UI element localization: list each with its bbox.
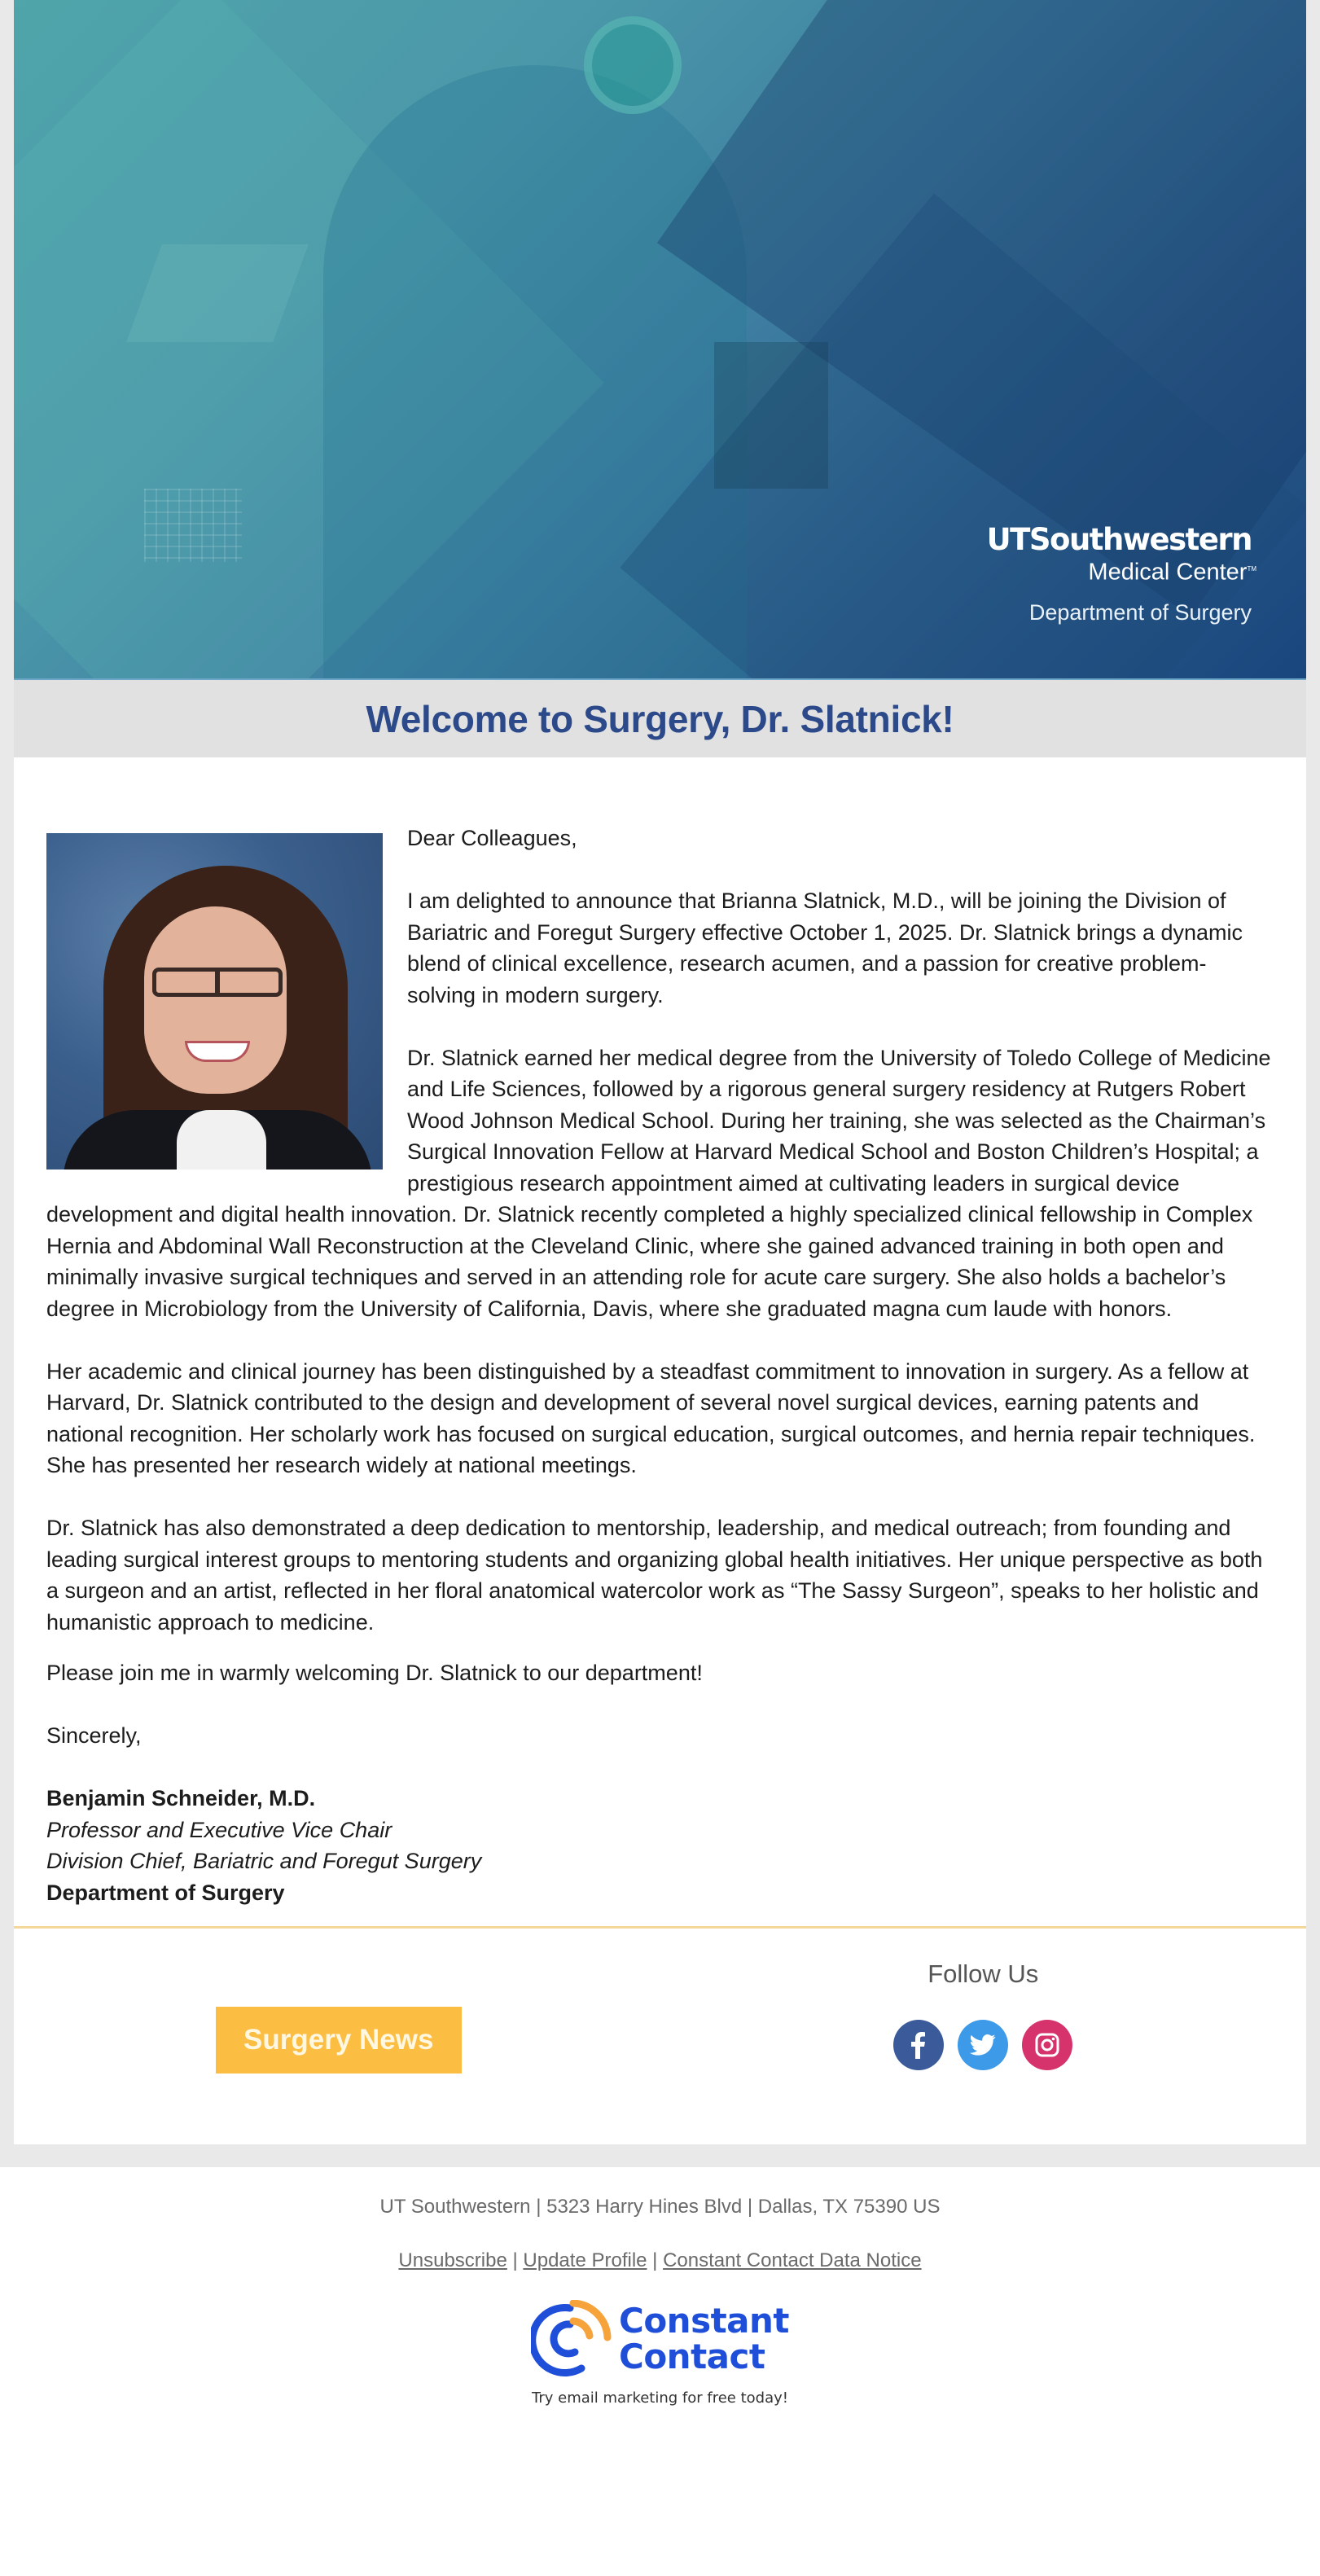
photo-shirt-shape (177, 1110, 266, 1170)
instagram-icon (1034, 2032, 1060, 2058)
page-title: Welcome to Surgery, Dr. Slatnick! (366, 697, 954, 740)
twitter-link[interactable] (958, 2020, 1008, 2070)
hero-banner (14, 0, 1306, 678)
update-profile-link[interactable]: Update Profile (523, 2249, 647, 2271)
hero-grid-pattern (144, 489, 242, 562)
paragraph-mentorship: Dr. Slatnick has also demonstrated a deep dedication to mentorship, leadership, and medical outreach; from founding and leading surgical interest groups to mentoring students and organizing global health initiatives. Her unique perspective as both a surgeon and an artist, reflected in her floral anatomical watercolor work as “The Sassy Surgeon”, speaks to her holistic and humanistic approach to medicine. (46, 1516, 1263, 1635)
email-content-column (14, 0, 1306, 2144)
greeting: Dear Colleagues, (407, 826, 577, 850)
data-notice-link[interactable]: Constant Contact Data Notice (663, 2249, 922, 2271)
news-button-cell (14, 1929, 660, 2144)
sign-off: Sincerely, (46, 1723, 142, 1748)
link-separator: | (647, 2249, 664, 2271)
letter-body (14, 757, 1306, 1908)
signature-title-1: Professor and Executive Vice Chair (46, 1817, 392, 1842)
logo-subtitle (987, 556, 1256, 586)
title-band (14, 678, 1306, 757)
photo-face-shape (144, 906, 287, 1094)
instagram-link[interactable] (1022, 2020, 1072, 2070)
cc-word-2: Contact (619, 2337, 765, 2376)
trademark-mark: TM (1247, 565, 1256, 573)
hero-decor-shape (714, 342, 828, 489)
constant-contact-mark-icon (531, 2300, 612, 2378)
footer-links (0, 2249, 1320, 2272)
signature-title-2: Division Chief, Bariatric and Foregut Surgery (46, 1849, 482, 1873)
social-links (893, 2020, 1072, 2070)
social-cell (660, 1929, 1307, 2144)
closing-invite: Please join me in warmly welcoming Dr. Slatnick to our department! (46, 1661, 703, 1685)
logo-wordmark: UTSouthwestern (986, 522, 1252, 557)
cc-word-1: Constant (619, 2301, 789, 2341)
unsubscribe-link[interactable]: Unsubscribe (398, 2249, 507, 2271)
paragraph-education: Dr. Slatnick earned her medical degree from the University of Toledo College of Medicine and Life Sciences, followed by a rigorous general surgery residency at Rutgers Robert Wood Johnson Medical School. During her training, she was selected as the Chairman’s Surgical Innovation Fellow at Harvard Medical School and Boston Children’s Hospital; a prestigious research appointment aimed at cultivating leaders in surgical device development and digital health innovation. Dr. Slatnick recently completed a highly specialized clinical fellowship in Complex Hernia and Abdominal Wall Reconstruction at the Cleveland Clinic, where she gained advanced training in both open and minimally invasive surgical techniques and served in an attending role for acute care surgery. She also holds a bachelor’s degree in Microbiology from the University of California, Davis, where she graduated magna cum laude with honors. (46, 1045, 1271, 1321)
mailing-address: UT Southwestern | 5323 Harry Hines Blvd | Dallas, TX 75390 US (379, 2196, 941, 2218)
surgery-news-button[interactable]: Surgery News (216, 2007, 462, 2074)
signature-block (46, 1783, 1274, 1908)
signature-name: Benjamin Schneider, M.D. (46, 1786, 316, 1810)
paragraph-announcement: I am delighted to announce that Brianna Slatnick, M.D., will be joining the Division of Bariatric and Foregut Surgery effective October 1, 2025. Dr. Slatnick brings a dynamic blend of clinical excellence, research acumen, and a passion for creative problem-solving in modern surgery. (407, 889, 1243, 1007)
surgical-light-shape (584, 16, 682, 114)
constant-contact-logo[interactable] (0, 2300, 1320, 2378)
follow-us-label: Follow Us (928, 1959, 1039, 1988)
department-label: Department of Surgery (1028, 599, 1252, 625)
twitter-icon (970, 2034, 996, 2056)
link-separator: | (507, 2249, 524, 2271)
paragraph-academic: Her academic and clinical journey has been distinguished by a steadfast commitment to innovation in surgery. As a fellow at Harvard, Dr. Slatnick contributed to the design and development of several novel surgical devices, earning patents and national recognition. Her scholarly work has focused on surgical education, surgical outcomes, and hernia repair techniques. She has presented her research widely at national meetings. (46, 1358, 1256, 1477)
logo-subtitle-text: Medical Center (1088, 559, 1248, 586)
constant-contact-wordmark (619, 2303, 789, 2375)
facebook-icon (906, 2031, 931, 2059)
photo-glasses-shape (152, 968, 283, 997)
facebook-link[interactable] (893, 2020, 944, 2070)
portrait-photo (46, 833, 383, 1170)
email-footer (0, 2167, 1320, 2567)
actions-section (14, 1929, 1306, 2144)
signature-department: Department of Surgery (46, 1880, 285, 1905)
constant-contact-tagline[interactable]: Try email marketing for free today! (532, 2389, 788, 2407)
utsw-logo (986, 522, 1256, 625)
